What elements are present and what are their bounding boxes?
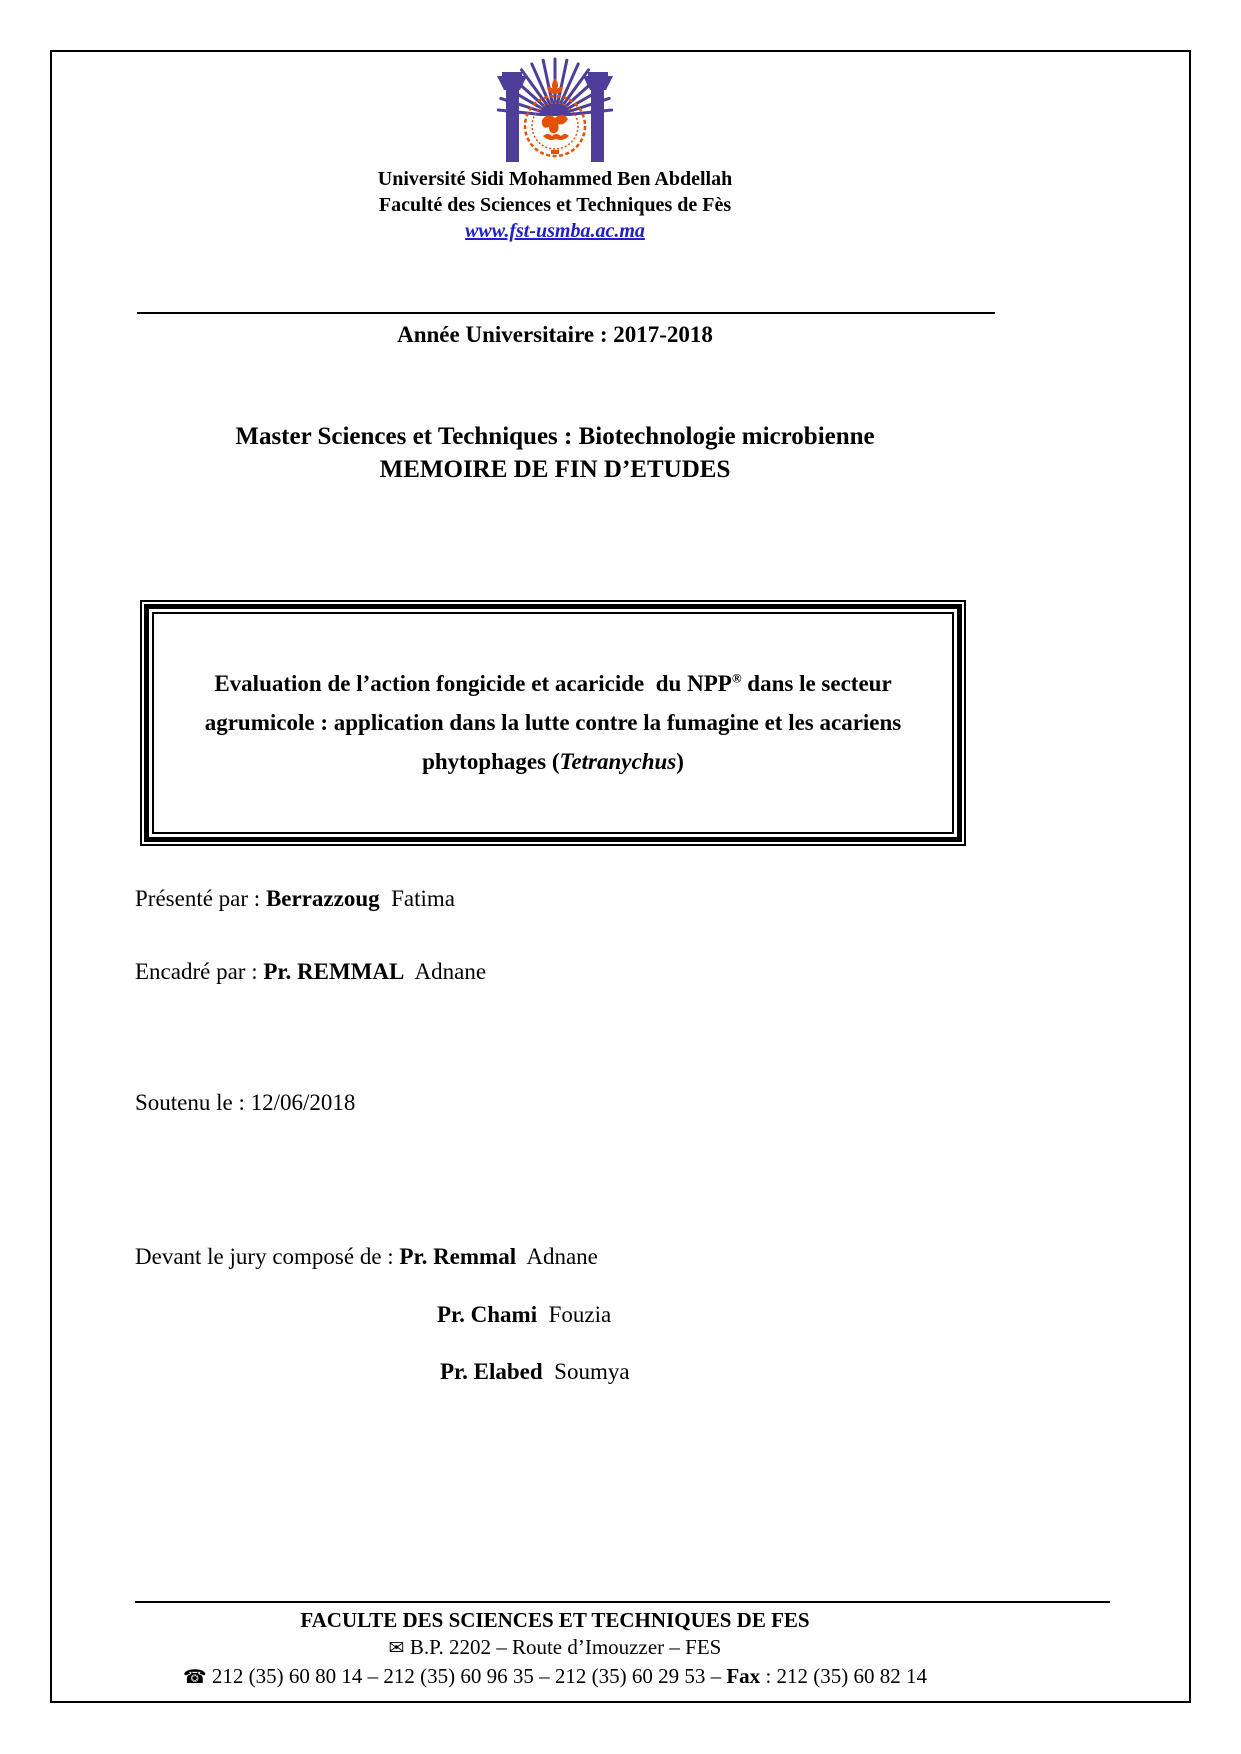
presented-by-label: Présenté par :	[135, 886, 266, 911]
footer-address: B.P. 2202 – Route d’Imouzzer – FES	[404, 1635, 722, 1659]
author-lastname: Berrazzoug	[265, 886, 380, 911]
supervisor-firstname: Adnane	[404, 959, 487, 984]
jury-member-row	[440, 1357, 630, 1387]
title-part3: )	[676, 749, 684, 774]
program-heading	[135, 420, 975, 486]
jury-label: Devant le jury composé de :	[135, 1244, 400, 1269]
phone-icon: ☎	[182, 1666, 207, 1688]
thesis-title-box	[140, 600, 966, 846]
program-name: Master Sciences et Techniques : Biotechnologie microbienne	[235, 423, 875, 450]
academic-year: Année Universitaire : 2017-2018	[397, 322, 713, 347]
jury-member-firstname: Soumya	[542, 1359, 630, 1384]
supervised-by-label: Encadré par :	[135, 959, 264, 984]
footer-separator-rule	[135, 1601, 1110, 1603]
jury-member-row	[437, 1300, 611, 1330]
author-firstname: Fatima	[379, 886, 456, 911]
title-part2: dans le secteur agrumicole : application dans la lutte contre la fumagine et les acariens phytophages (	[204, 671, 908, 774]
presented-by-line	[135, 884, 455, 914]
title-box-inner-border	[152, 612, 954, 834]
university-logo	[467, 54, 643, 162]
thesis-title	[172, 664, 934, 781]
footer-phone-numbers: 212 (35) 60 80 14 – 212 (35) 60 96 35 – 212 (35) 60 29 53 –	[206, 1664, 727, 1688]
footer-fax-number: : 212 (35) 60 82 14	[760, 1664, 928, 1688]
title-part1: Evaluation de l’action fongicide et acaricide du NPP	[214, 671, 732, 696]
mail-icon: ✉	[388, 1637, 405, 1659]
species-name: Tetranychus	[559, 749, 677, 774]
footer-phone-line	[135, 1662, 975, 1691]
jury-member-firstname: Adnane	[516, 1244, 598, 1269]
footer	[135, 1607, 975, 1691]
title-box-middle-border	[144, 604, 962, 842]
university-name: Université Sidi Mohammed Ben Abdellah	[377, 168, 733, 190]
registered-trademark-symbol: ®	[731, 670, 742, 686]
footer-faculty-name: FACULTE DES SCIENCES ET TECHNIQUES DE FES	[300, 1608, 810, 1632]
footer-address-line	[135, 1634, 975, 1662]
supervisor-lastname: Pr. REMMAL	[263, 959, 405, 984]
page-border-frame	[50, 50, 1191, 1703]
faculty-name: Faculté des Sciences et Techniques de Fès	[378, 194, 732, 216]
jury-member-title-name: Pr. Elabed	[440, 1359, 543, 1384]
jury-member-title-name: Pr. Remmal	[399, 1244, 517, 1269]
supervised-by-line	[135, 957, 486, 987]
header-separator-rule	[137, 312, 995, 314]
faculty-website-link[interactable]: www.fst-usmba.ac.ma	[465, 220, 645, 242]
footer-fax-label: Fax	[726, 1664, 761, 1688]
defense-date: Soutenu le : 12/06/2018	[135, 1090, 356, 1115]
jury-member-firstname: Fouzia	[537, 1302, 612, 1327]
jury-member-title-name: Pr. Chami	[437, 1302, 538, 1327]
header	[135, 54, 975, 243]
document-type: MEMOIRE DE FIN D’ETUDES	[379, 456, 731, 483]
jury-member-row	[135, 1242, 598, 1272]
